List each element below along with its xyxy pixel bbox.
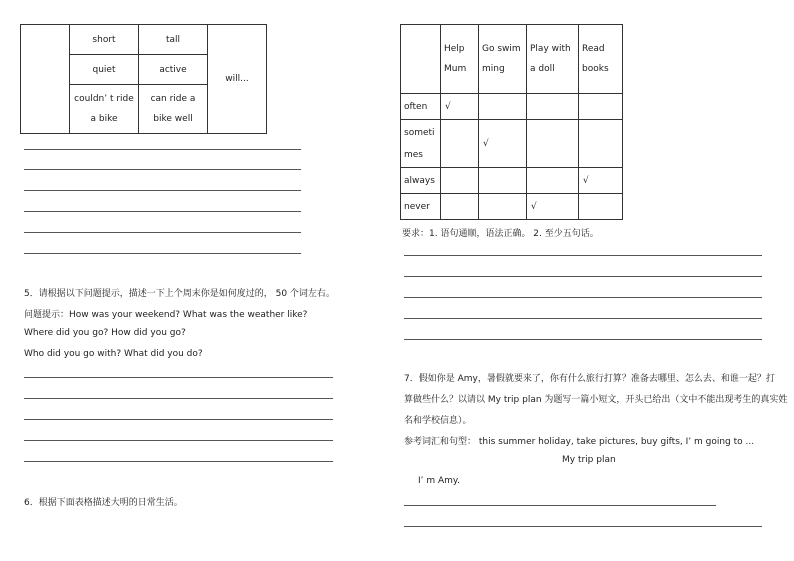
check-cell: [479, 194, 527, 220]
row-header: always: [401, 168, 441, 194]
traits-table: [20, 24, 267, 134]
row-header: often: [401, 94, 441, 120]
check-cell: √: [441, 94, 479, 120]
check-cell: [527, 94, 579, 120]
check-cell: [527, 120, 579, 168]
q7-heading: 7．假如你是 Amy，暑假就要来了，你有什么旅行打算？准备去哪里、怎么去、和谁一起？打: [404, 374, 775, 384]
check-cell: [441, 168, 479, 194]
writing-line[interactable]: [404, 526, 762, 527]
row-header: sometimes: [401, 120, 441, 168]
q7-title: My trip plan: [562, 455, 616, 465]
requirements-text: 要求：1. 语句通顺，语法正确。 2. 至少五句话。: [402, 229, 599, 239]
writing-line[interactable]: [404, 318, 762, 319]
check-cell: [479, 94, 527, 120]
table-cell: short: [70, 25, 139, 55]
writing-line[interactable]: [24, 440, 333, 441]
table-cell: couldn’ t ride a bike: [70, 85, 139, 134]
writing-line[interactable]: [24, 211, 301, 212]
writing-line[interactable]: [24, 377, 333, 378]
check-cell: [579, 94, 623, 120]
q5-heading: 5．请根据以下问题提示，描述一下上个周末你是如何度过的， 50 个词左右。: [24, 289, 335, 299]
q7-opening: I’ m Amy.: [418, 476, 460, 486]
table-cell: tall: [139, 25, 208, 55]
will-cell: will...: [208, 25, 267, 134]
writing-line[interactable]: [404, 505, 716, 506]
check-cell: √: [527, 194, 579, 220]
table-cell: can ride a bike well: [139, 85, 208, 134]
check-cell: √: [579, 168, 623, 194]
writing-line[interactable]: [24, 149, 301, 150]
q5-hint: 问题提示：How was your weekend? What was the weather like?: [24, 310, 308, 320]
writing-line[interactable]: [24, 419, 333, 420]
blank-cell: [21, 25, 70, 134]
column-header: Play with a doll: [527, 25, 579, 94]
writing-line[interactable]: [24, 190, 301, 191]
blank-cell: [401, 25, 441, 94]
q6-heading: 6．根据下面表格描述大明的日常生活。: [24, 498, 183, 508]
row-header: never: [401, 194, 441, 220]
writing-line[interactable]: [24, 398, 333, 399]
column-header: Help Mum: [441, 25, 479, 94]
q7-heading: 名和学校信息）。: [404, 416, 472, 426]
table-cell: active: [139, 55, 208, 85]
writing-line[interactable]: [404, 276, 762, 277]
writing-line[interactable]: [24, 461, 333, 462]
check-cell: [479, 168, 527, 194]
table-cell: quiet: [70, 55, 139, 85]
column-header: Go swimming: [479, 25, 527, 94]
q5-line: Where did you go? How did you go?: [24, 328, 186, 338]
check-cell: [579, 120, 623, 168]
q7-reference: 参考词汇和句型： this summer holiday, take pictures, buy gifts, I’ m going to ...: [404, 437, 755, 447]
daily-life-table: [400, 24, 623, 220]
check-cell: [527, 168, 579, 194]
q7-heading: 算做些什么？以请以 My trip plan 为题写一篇小短文，开头已给出（文中不能出现考生的真实姓: [404, 395, 788, 405]
check-cell: [441, 120, 479, 168]
check-cell: √: [479, 120, 527, 168]
check-cell: [441, 194, 479, 220]
writing-line[interactable]: [404, 297, 762, 298]
writing-line[interactable]: [24, 232, 301, 233]
check-cell: [579, 194, 623, 220]
writing-line[interactable]: [404, 255, 762, 256]
writing-line[interactable]: [404, 339, 762, 340]
writing-line[interactable]: [24, 253, 301, 254]
q5-line: Who did you go with? What did you do?: [24, 349, 203, 359]
column-header: Read books: [579, 25, 623, 94]
writing-line[interactable]: [24, 169, 301, 170]
